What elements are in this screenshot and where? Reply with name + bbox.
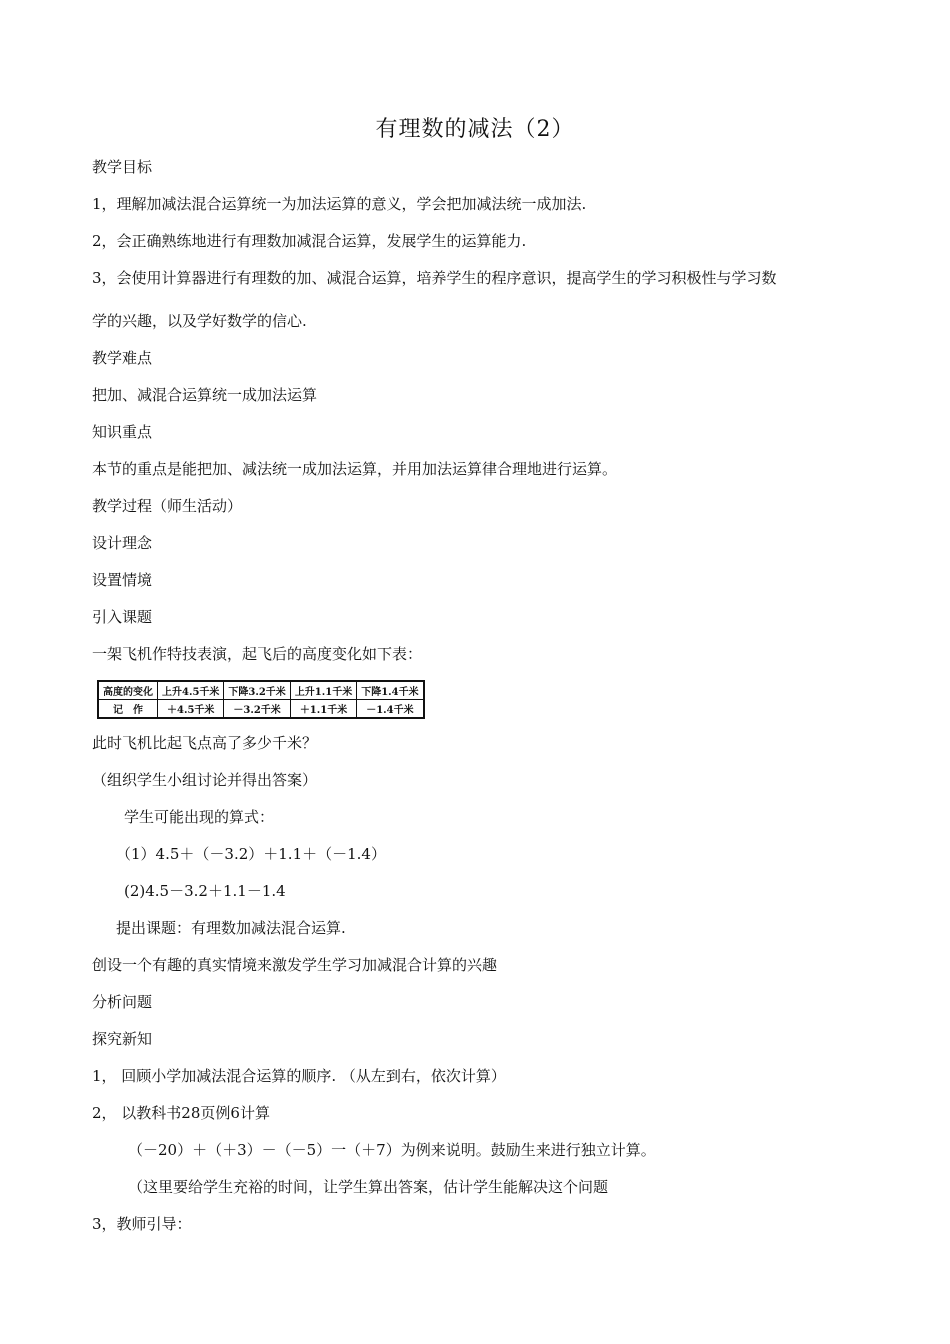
objective-2: 2，会正确熟练地进行有理数加减混合运算，发展学生的运算能力.: [92, 232, 527, 250]
table-cell: 上升4.5千米: [158, 681, 224, 700]
table-cell: 记 作: [98, 700, 158, 719]
heading-key-points: 知识重点: [92, 423, 153, 441]
example-expression: （－20）＋（＋3）－（－5）一（＋7）为例来说明。鼓励生来进行独立计算。: [128, 1141, 656, 1159]
heading-intro: 引入课题: [92, 608, 153, 626]
table-cell: －1.4千米: [357, 700, 424, 719]
possible-formulas-label: 学生可能出现的算式：: [124, 808, 275, 826]
heading-explore: 探究新知: [92, 1030, 153, 1048]
scenario-purpose: 创设一个有趣的真实情境来激发学生学习加减混合计算的兴趣: [92, 956, 498, 974]
heading-scenario: 设置情境: [92, 571, 153, 589]
explore-step-3: 3，教师引导：: [92, 1215, 192, 1233]
formula-1: （1）4.5＋（－3.2）＋1.1＋（－1.4）: [116, 845, 386, 863]
key-points-text: 本节的重点是能把加、减法统一成加法运算，并用加法运算律合理地进行运算。: [92, 460, 618, 478]
table-cell: －3.2千米: [224, 700, 290, 719]
table-cell: 下降1.4千米: [357, 681, 424, 700]
intro-text: 一架飞机作特技表演，起飞后的高度变化如下表：: [92, 645, 423, 663]
discussion-note: （组织学生小组讨论并得出答案）: [92, 771, 318, 789]
table-cell: 高度的变化: [98, 681, 158, 700]
heading-objectives: 教学目标: [92, 158, 153, 176]
explore-step-1: 1， 回顾小学加减法混合运算的顺序. （从左到右，依次计算）: [92, 1067, 506, 1085]
page-title: 有理数的减法（2）: [375, 117, 575, 142]
objective-3: 3，会使用计算器进行有理数的加、减混合运算，培养学生的程序意识，提高学生的学习积极性与学习数: [92, 269, 777, 287]
difficulty-text: 把加、减混合运算统一成加法运算: [92, 386, 318, 404]
heading-difficulty: 教学难点: [92, 349, 153, 367]
question-text: 此时飞机比起飞点高了多少千米？: [92, 734, 318, 752]
table-row: [98, 681, 424, 700]
height-change-table: [97, 680, 425, 719]
table-cell: ＋1.1千米: [290, 700, 356, 719]
topic-statement: 提出课题：有理数加减法混合运算.: [116, 919, 346, 937]
heading-design: 设计理念: [92, 534, 153, 552]
table-cell: 下降3.2千米: [224, 681, 290, 700]
table-cell: 上升1.1千米: [290, 681, 356, 700]
objective-1: 1，理解加减法混合运算统一为加法运算的意义，学会把加减法统一成加法.: [92, 195, 587, 213]
objective-3-cont: 学的兴趣，以及学好数学的信心.: [92, 312, 307, 330]
heading-process: 教学过程（师生活动）: [92, 497, 243, 515]
table-cell: ＋4.5千米: [158, 700, 224, 719]
heading-analysis: 分析问题: [92, 993, 153, 1011]
formula-2: (2)4.5－3.2＋1.1－1.4: [124, 882, 286, 900]
explore-step-2: 2， 以教科书28页例6计算: [92, 1104, 270, 1122]
time-note: （这里要给学生充裕的时间，让学生算出答案，估计学生能解决这个问题: [128, 1178, 609, 1196]
table-row: [98, 700, 424, 719]
